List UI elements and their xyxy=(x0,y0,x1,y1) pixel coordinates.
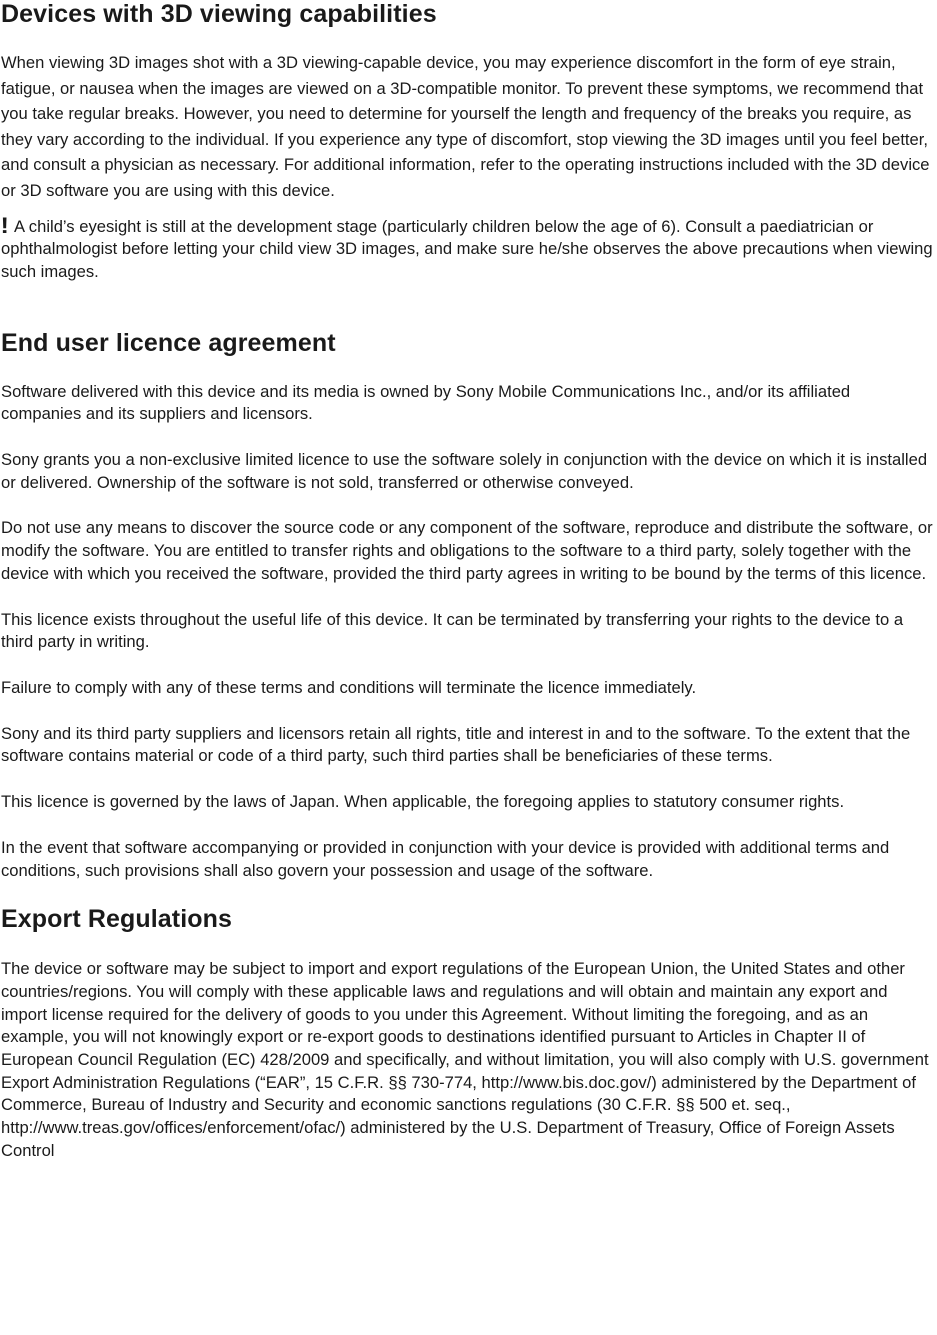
eula-paragraph: This licence exists throughout the useful life of this device. It can be terminated by transferring your rights to the device to a third party in writing. xyxy=(1,609,904,652)
document-page xyxy=(1,0,935,1163)
export-regulations-paragraph: The device or software may be subject to import and export regulations of the European Union, the United States and other countries/regions. You will comply with these applicable laws and regulations and will obtain and maintain any export and import license required for the delivery of goods to you under this Agreement. Without limiting the foregoing, and as an example, you will not knowingly export or re-export goods to destinations identified pursuant to Articles in Chapter II of European Council Regulation (EC) 428/2009 and specifically, and without limitation, you will also comply with U.S. government Export Administration Regulations (“EAR”, 15 C.F.R. §§ 730-774, http://www.bis.doc.gov/) administered by the Department of Commerce, Bureau of Industry and Security and economic sanctions regulations (30 C.F.R. §§ 500 et. seq., http://www.treas.gov/offices/enforcement/ofac/) administered by the U.S. Department of Treasury, Office of Foreign Assets Control xyxy=(1,959,929,1160)
warning-icon: ! xyxy=(0,212,9,238)
eula-paragraph: Software delivered with this device and its media is owned by Sony Mobile Communications Inc., and/or its affiliated companies and its suppliers and licensors. xyxy=(1,381,851,424)
section-title-eula: End user licence agreement xyxy=(1,328,336,357)
eula-paragraph: Sony and its third party suppliers and licensors retain all rights, title and interest in and to the software. To the extent that the software contains material or code of a third party, such third parties shall be beneficiaries of these terms. xyxy=(1,723,911,766)
eula-paragraph: Do not use any means to discover the source code or any component of the software, reproduce and distribute the software, or modify the software. You are entitled to transfer rights and obligations to the software to a third party, solely together with the device with which you received the software, provided the third party agrees in writing to be bound by the terms of this licence. xyxy=(1,518,933,583)
eula-paragraph: This licence is governed by the laws of Japan. When applicable, the foregoing applies to statutory consumer rights. xyxy=(1,792,845,812)
eula-paragraph: In the event that software accompanying or provided in conjunction with your device is provided with additional terms and conditions, such provisions shall also govern your possession and usage of the software. xyxy=(1,837,890,880)
section-title-3d-devices: Devices with 3D viewing capabilities xyxy=(1,0,437,28)
child-eyesight-warning xyxy=(0,212,935,284)
eula-paragraph: Failure to comply with any of these terms and conditions will terminate the licence immediately. xyxy=(1,678,697,697)
section-title-export-regulations: Export Regulations xyxy=(1,905,232,934)
3d-viewing-intro-paragraph: When viewing 3D images shot with a 3D viewing-capable device, you may experience discomfort in the form of eye strain, fatigue, or nausea when the images are viewed on a 3D-compatible monitor. To prevent these symptoms, we recommend that you take regular breaks. However, you need to determine for yourself the length and frequency of the breaks you require, as they vary according to the individual. If you experience any type of discomfort, stop viewing the 3D images until you feel better, and consult a physician as necessary. For additional information, refer to the operating instructions included with the 3D device or 3D software you are using with this device. xyxy=(1,53,930,200)
eula-paragraph: Sony grants you a non-exclusive limited licence to use the software solely in conjunction with the device on which it is installed or delivered. Ownership of the software is not sold, transferred or otherwise conveyed. xyxy=(1,450,928,492)
warning-text: A child’s eyesight is still at the development stage (particularly children below the age of 6). Consult a paediatrician or ophthalmologist before letting your child view 3D images, and make sure he/she observes the above precautions when viewing such images. xyxy=(1,216,933,281)
